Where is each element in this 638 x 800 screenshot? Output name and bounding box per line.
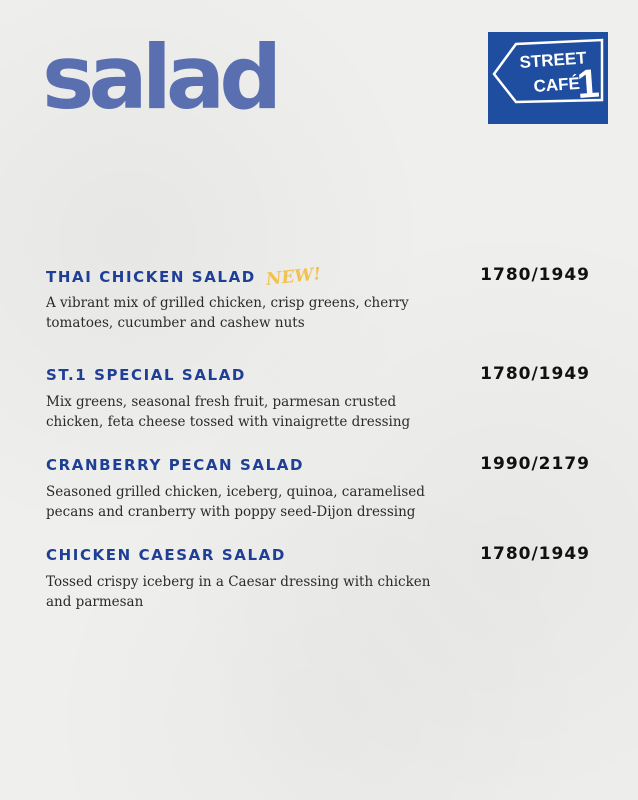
item-price: 1780/1949 — [480, 364, 590, 384]
street-cafe-1-logo — [486, 30, 610, 126]
page-title: salad — [42, 26, 277, 129]
item-description: A vibrant mix of grilled chicken, crisp greens, cherry tomatoes, cucumber and cashew nuts — [46, 295, 409, 331]
item-name: CHICKEN CAESAR SALAD — [46, 546, 286, 564]
logo-text-cafe: CAFÉ — [532, 73, 581, 96]
item-price: 1780/1949 — [480, 544, 590, 564]
item-description: Tossed crispy iceberg in a Caesar dressing with chicken and parmesan — [46, 574, 431, 610]
item-price: 1990/2179 — [480, 454, 590, 474]
logo-number: 1 — [575, 61, 601, 107]
item-description: Mix greens, seasonal fresh fruit, parmesan crusted chicken, feta cheese tossed with vinaigrette dressing — [46, 394, 411, 430]
item-name-row — [46, 264, 322, 290]
logo-text-street: STREET — [518, 48, 588, 72]
item-price: 1780/1949 — [480, 265, 590, 285]
new-badge: NEW! — [264, 264, 322, 290]
item-description: Seasoned grilled chicken, iceberg, quinoa, caramelised pecans and cranberry with poppy seed-Dijon dressing — [46, 484, 425, 520]
item-name: CRANBERRY PECAN SALAD — [46, 456, 305, 474]
item-name: ST.1 SPECIAL SALAD — [46, 366, 246, 384]
item-name: THAI CHICKEN SALAD — [46, 268, 256, 286]
